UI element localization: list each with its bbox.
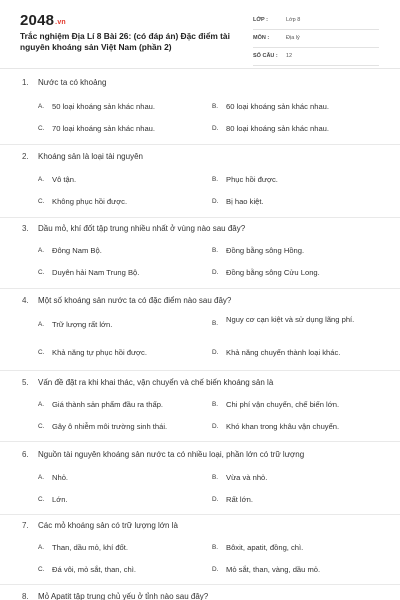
option-letter: A. bbox=[38, 474, 45, 481]
option-letter: A. bbox=[38, 247, 45, 254]
meta-value: 12 bbox=[286, 53, 293, 59]
option-letter: D. bbox=[212, 125, 219, 132]
option-text: Giá thành sản phẩm đầu ra thấp. bbox=[52, 400, 164, 409]
question-divider bbox=[0, 514, 400, 515]
option-text: Rất lớn. bbox=[226, 495, 253, 504]
option-text: 60 loại khoáng sản khác nhau. bbox=[226, 102, 330, 111]
question-text: Một số khoáng sản nước ta có đặc điểm nào sau đây? bbox=[38, 296, 232, 305]
option-letter: B. bbox=[212, 474, 219, 481]
question-text: Vấn đề đặt ra khi khai thác, vận chuyển và chế biến khoáng sản là bbox=[38, 378, 274, 387]
option-letter: D. bbox=[212, 269, 219, 276]
option-text: Gây ô nhiễm môi trường sinh thái. bbox=[52, 422, 168, 431]
question-divider bbox=[0, 144, 400, 145]
meta-value: Địa lý bbox=[286, 35, 300, 41]
option-text: Đá vôi, mỏ sắt, than, chì. bbox=[52, 565, 136, 574]
meta-value: Lớp 8 bbox=[286, 17, 301, 23]
option-letter: C. bbox=[38, 125, 45, 132]
question-divider bbox=[0, 217, 400, 218]
question-number: 2. bbox=[22, 152, 29, 161]
option-letter: D. bbox=[212, 566, 219, 573]
option-letter: D. bbox=[212, 496, 219, 503]
option-text: Mỏ sắt, than, vàng, dầu mỏ. bbox=[226, 565, 321, 574]
option-letter: B. bbox=[212, 176, 219, 183]
option-text: 50 loại khoáng sản khác nhau. bbox=[52, 102, 156, 111]
question-divider bbox=[0, 441, 400, 442]
option-text: Khó khan trong khâu vận chuyển. bbox=[226, 422, 340, 431]
document-title: Trắc nghiệm Địa Lí 8 Bài 26: (có đáp án) Đặc điểm tài nguyên khoáng sản Việt Nam (phần 2) bbox=[20, 31, 230, 52]
meta-label: LỚP : bbox=[253, 17, 268, 23]
question-text: Các mỏ khoáng sản có trữ lượng lớn là bbox=[38, 521, 178, 530]
header-divider bbox=[0, 68, 400, 69]
option-text: 80 loại khoáng sản khác nhau. bbox=[226, 124, 330, 133]
question-number: 8. bbox=[22, 592, 29, 600]
question-text: Mỏ Apatit tập trung chủ yếu ở tỉnh nào sau đây? bbox=[38, 592, 209, 600]
option-letter: D. bbox=[212, 198, 219, 205]
option-text: Bôxit, apatit, đồng, chì. bbox=[226, 543, 304, 552]
option-text: Khả năng chuyển thành loại khác. bbox=[226, 348, 341, 357]
option-letter: B. bbox=[212, 320, 219, 327]
question-number: 3. bbox=[22, 224, 29, 233]
option-text: Khả năng tự phục hồi được. bbox=[52, 348, 147, 357]
question-text: Khoáng sản là loại tài nguyên bbox=[38, 152, 143, 161]
option-letter: C. bbox=[38, 349, 45, 356]
option-letter: B. bbox=[212, 103, 219, 110]
option-text: Đồng bằng sông Hồng. bbox=[226, 246, 305, 255]
question-text: Nguồn tài nguyên khoáng sản nước ta có nhiều loại, phần lớn có trữ lượng bbox=[38, 450, 305, 459]
question-text: Dầu mỏ, khí đốt tập trung nhiều nhất ở vùng nào sau đây? bbox=[38, 224, 246, 233]
option-letter: C. bbox=[38, 269, 45, 276]
meta-row-grade bbox=[253, 14, 379, 30]
option-text: Nguy cơ cạn kiệt và sử dụng lãng phí. bbox=[226, 315, 355, 324]
site-logo[interactable] bbox=[20, 12, 66, 29]
option-letter: C. bbox=[38, 496, 45, 503]
option-letter: A. bbox=[38, 401, 45, 408]
question-number: 6. bbox=[22, 450, 29, 459]
question-divider bbox=[0, 288, 400, 289]
meta-label: MÔN : bbox=[253, 35, 270, 41]
option-text: Không phục hồi được. bbox=[52, 197, 128, 206]
option-text: Bị hao kiệt. bbox=[226, 197, 264, 206]
option-text: Phục hồi được. bbox=[226, 175, 278, 184]
option-letter: A. bbox=[38, 321, 45, 328]
option-letter: A. bbox=[38, 176, 45, 183]
question-number: 1. bbox=[22, 78, 29, 87]
option-letter: A. bbox=[38, 544, 45, 551]
question-text: Nước ta có khoảng bbox=[38, 78, 107, 87]
option-text: Đồng bằng sông Cửu Long. bbox=[226, 268, 320, 277]
meta-row-count bbox=[253, 50, 379, 66]
meta-label: SỐ CÂU : bbox=[253, 53, 278, 59]
option-text: Lớn. bbox=[52, 495, 68, 504]
option-letter: D. bbox=[212, 423, 219, 430]
question-number: 7. bbox=[22, 521, 29, 530]
option-text: Vừa và nhỏ. bbox=[226, 473, 268, 482]
meta-info bbox=[253, 14, 379, 68]
option-letter: C. bbox=[38, 423, 45, 430]
question-number: 5. bbox=[22, 378, 29, 387]
option-letter: C. bbox=[38, 198, 45, 205]
meta-row-subject bbox=[253, 32, 379, 48]
option-text: Đông Nam Bộ. bbox=[52, 246, 102, 255]
question-divider bbox=[0, 584, 400, 585]
option-text: Trữ lượng rất lớn. bbox=[52, 320, 113, 329]
option-letter: B. bbox=[212, 544, 219, 551]
option-letter: B. bbox=[212, 401, 219, 408]
option-text: Duyên hải Nam Trung Bộ. bbox=[52, 268, 140, 277]
option-letter: C. bbox=[38, 566, 45, 573]
option-letter: A. bbox=[38, 103, 45, 110]
option-text: Chi phí vận chuyển, chế biến lớn. bbox=[226, 400, 340, 409]
logo-main: 2048 bbox=[20, 12, 55, 29]
option-text: Nhỏ. bbox=[52, 473, 69, 482]
option-letter: B. bbox=[212, 247, 219, 254]
option-text: Vô tận. bbox=[52, 175, 77, 184]
page-header bbox=[0, 0, 400, 68]
option-text: 70 loại khoáng sản khác nhau. bbox=[52, 124, 156, 133]
question-divider bbox=[0, 370, 400, 371]
option-text: Than, dầu mỏ, khí đốt. bbox=[52, 543, 128, 552]
option-letter: D. bbox=[212, 349, 219, 356]
logo-suffix: .vn bbox=[55, 19, 66, 26]
question-number: 4. bbox=[22, 296, 29, 305]
